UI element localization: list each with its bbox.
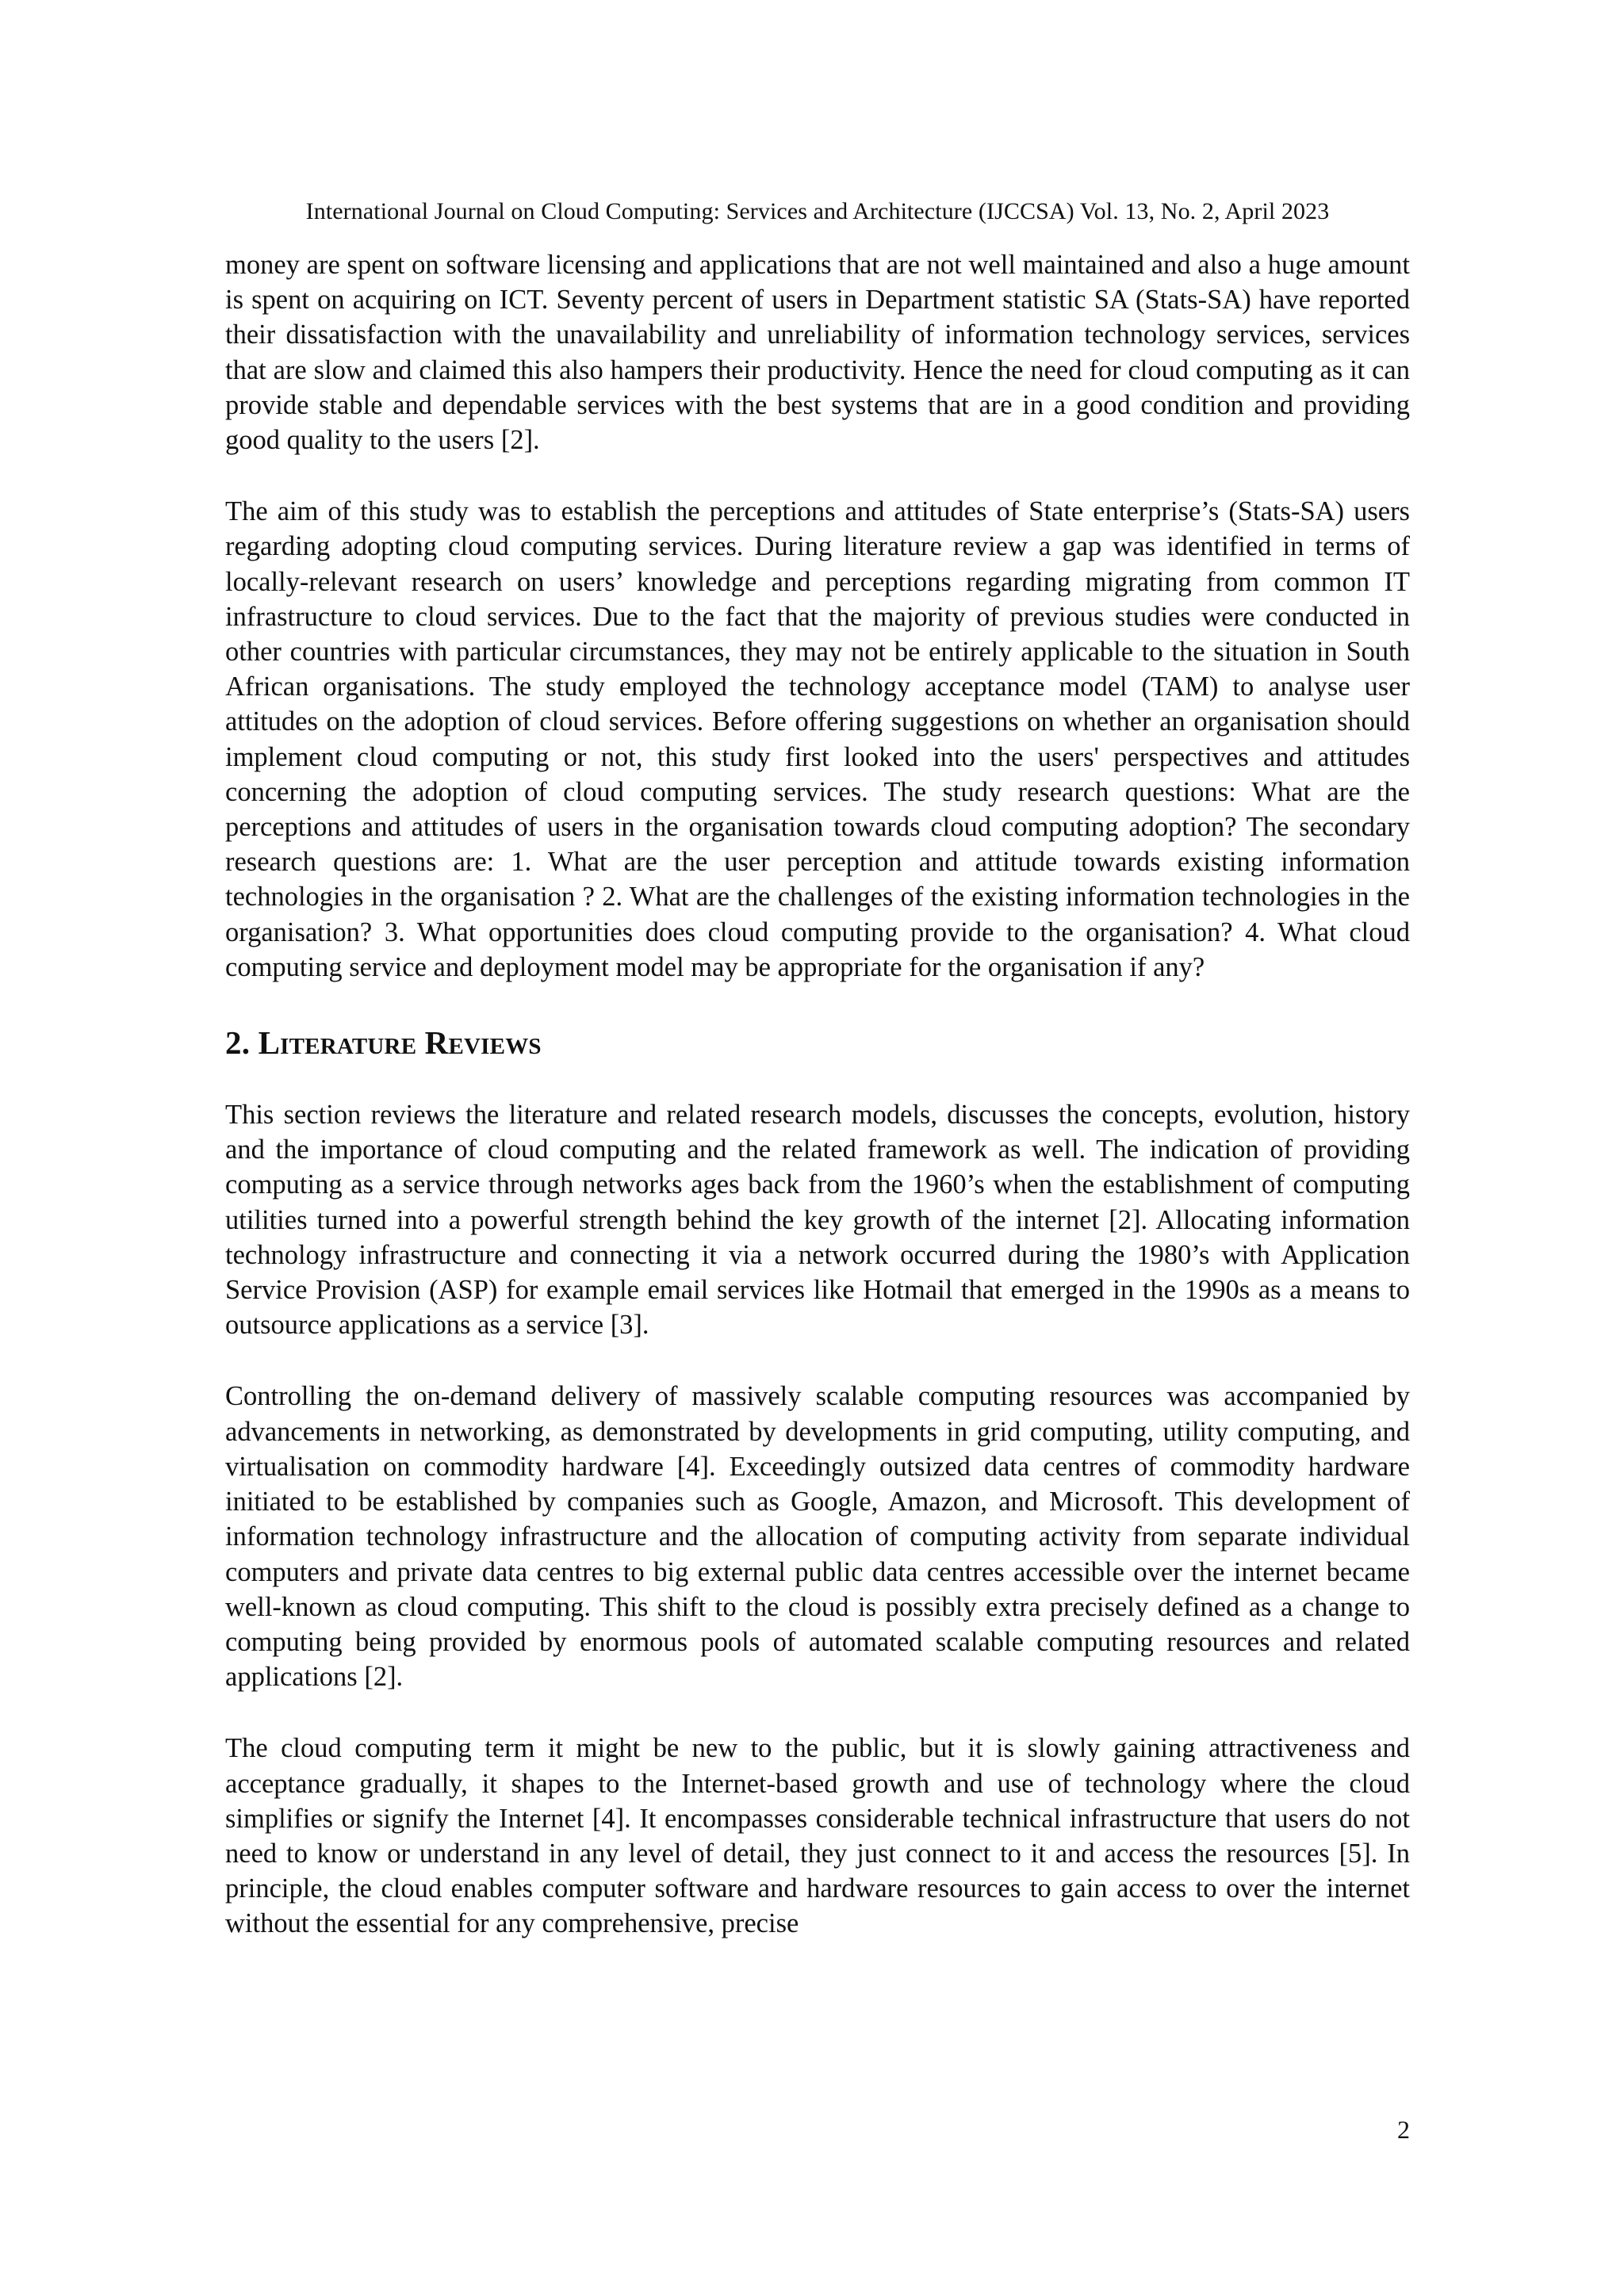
- section-heading: [225, 1021, 1410, 1064]
- body-paragraph-1: money are spent on software licensing and applications that are not well maintained and also a huge amount is spent on acquiring on ICT. Seventy percent of users in Department statistic SA (Stats-SA) have reported their dissatisfaction with the unavailability and unreliability of information technology services, services that are slow and claimed this also hampers their productivity. Hence the need for cloud computing as it can provide stable and dependable services with the best systems that are in a good condition and providing good quality to the users [2].: [225, 250, 1410, 456]
- section-paragraph-2: Controlling the on-demand delivery of massively scalable computing resources was accompanied by advancements in networking, as demonstrated by developments in grid computing, utility computing, and virtualisation on commodity hardware [4]. Exceedingly outsized data centres of commodity hardware initiated to be established by companies such as Google, Amazon, and Microsoft. This development of information technology infrastructure and the allocation of computing activity from separate individual computers and private data centres to big external public data centres accessible over the internet became well-known as cloud computing. This shift to the cloud is possibly extra precisely defined as a change to computing being provided by enormous pools of automated scalable computing resources and related applications [2].: [225, 1381, 1410, 1693]
- page-body: [225, 247, 1410, 1978]
- section-paragraph-1: This section reviews the literature and related research models, discusses the concepts, evolution, history and the importance of cloud computing and the related framework as well. The indication of providing computing as a service through networks ages back from the 1960’s when the establishment of computing utilities turned into a powerful strength behind the key growth of the internet [2]. Allocating information technology infrastructure and connecting it via a network occurred during the 1980’s with Application Service Provision (ASP) for example email services like Hotmail that emerged in the 1990s as a means to outsource applications as a service [3].: [225, 1100, 1410, 1341]
- running-header: International Journal on Cloud Computing: Services and Architecture (IJCCSA) Vol. 13, No. 2, April 2023: [305, 198, 1330, 224]
- page-number: 2: [1397, 2115, 1410, 2144]
- section-title: Literature Reviews: [258, 1024, 542, 1062]
- section-number: 2.: [225, 1024, 251, 1062]
- body-paragraph-2: The aim of this study was to establish the perceptions and attitudes of State enterprise’s (Stats-SA) users regarding adopting cloud computing services. During literature review a gap was identified in terms of locally-relevant research on users’ knowledge and perceptions regarding migrating from common IT infrastructure to cloud services. Due to the fact that the majority of previous studies were conducted in other countries with particular circumstances, they may not be entirely applicable to the situation in South African organisations. The study employed the technology acceptance model (TAM) to analyse user attitudes on the adoption of cloud services. Before offering suggestions on whether an organisation should implement cloud computing or not, this study first looked into the users' perspectives and attitudes concerning the adoption of cloud computing services. The study research questions: What are the perceptions and attitudes of users in the organisation towards cloud computing adoption? The secondary research questions are: 1. What are the user perception and attitude towards existing information technologies in the organisation ? 2. What are the challenges of the existing information technologies in the organisation? 3. What opportunities does cloud computing provide to the organisation? 4. What cloud computing service and deployment model may be appropriate for the organisation if any?: [225, 496, 1410, 982]
- section-paragraph-3: The cloud computing term it might be new to the public, but it is slowly gaining attractiveness and acceptance gradually, it shapes to the Internet-based growth and use of technology where the cloud simplifies or signify the Internet [4]. It encompasses considerable technical infrastructure that users do not need to know or understand in any level of detail, they just connect to it and access the resources [5]. In principle, the cloud enables computer software and hardware resources to gain access to over the internet without the essential for any comprehensive, precise: [225, 1733, 1410, 1939]
